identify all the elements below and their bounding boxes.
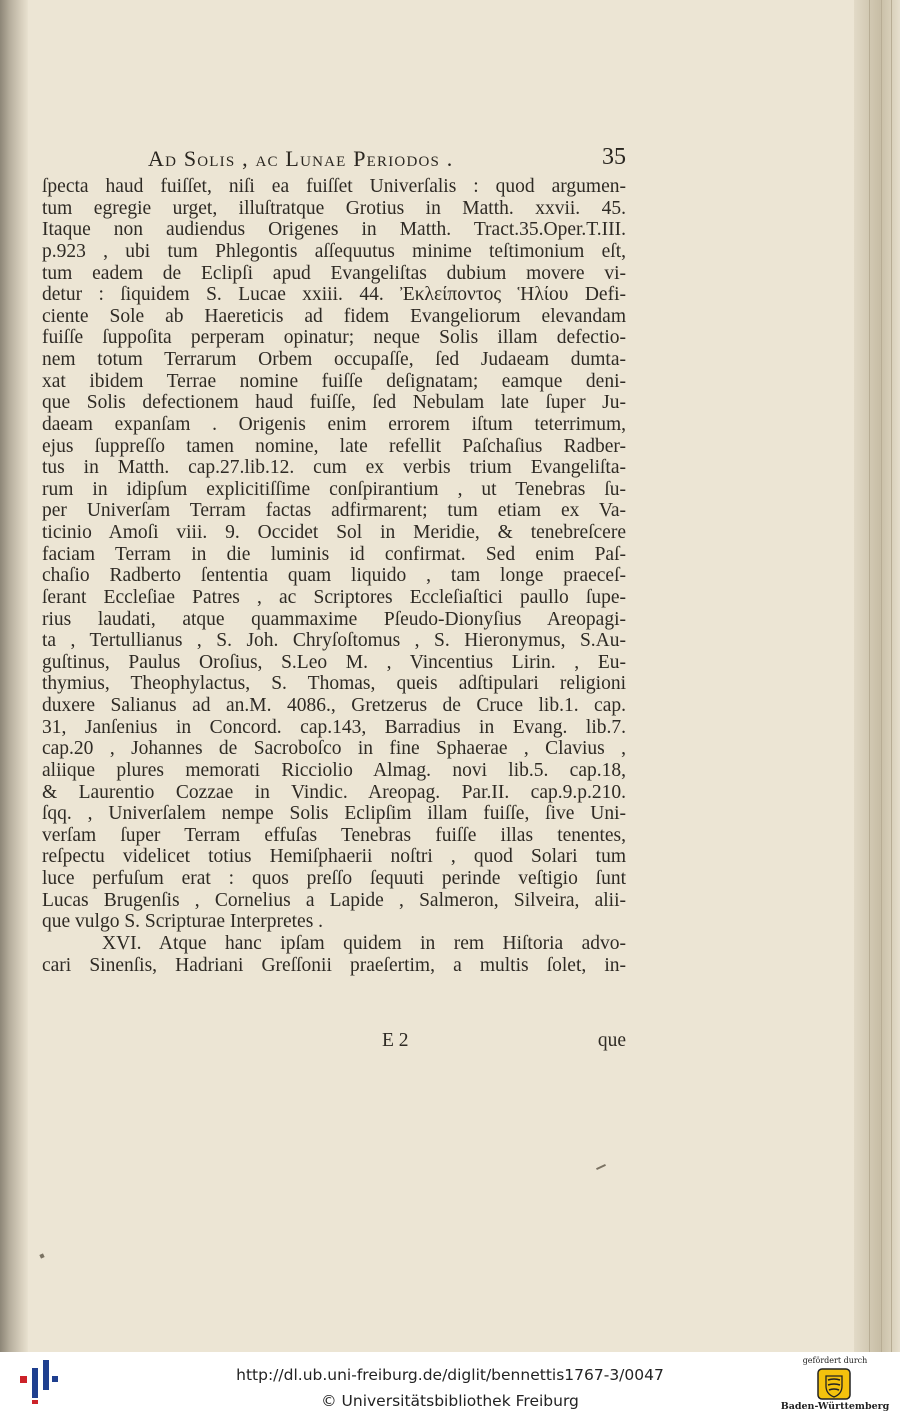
stray-ink-mark: [596, 1164, 606, 1170]
text-line: detur : ſiquidem S. Lucae xxiii. 44. Ἐκλείποντος Ἡλίου Defi-: [42, 284, 626, 306]
page-header: [148, 146, 626, 174]
signature-mark: E 2: [382, 1030, 409, 1051]
viewer-footer: [0, 1352, 900, 1416]
footer-url[interactable]: http://dl.ub.uni-freiburg.de/diglit/bennettis1767-3/0047: [236, 1366, 664, 1384]
text-line: fuiſſe ſuppoſita perperam opinatur; neque Solis illam defectio-: [42, 327, 626, 349]
sponsor-block: [780, 1356, 890, 1414]
text-line: faciam Terram in die luminis id confirmat. Sed enim Paſ-: [42, 543, 626, 565]
text-line: 31, Janſenius in Concord. cap.143, Barradius in Evang. lib.7.: [42, 716, 626, 738]
text-line: chaſio Radberto ſententia quam liquido , tam longe praeceſ-: [42, 565, 626, 587]
text-line: tus in Matth. cap.27.lib.12. cum ex verbis trium Evangeliſta-: [42, 457, 626, 479]
text-line: que Solis defectionem haud fuiſſe, ſed Nebulam late ſuper Ju-: [42, 392, 626, 414]
text-line: ſpecta haud fuiſſet, niſi ea fuiſſet Univerſalis : quod argumen-: [42, 176, 626, 197]
fore-edge-line: [881, 0, 882, 1352]
fore-edge-line: [869, 0, 870, 1352]
text-line: luce perfuſum erat : quos preſſo ſequuti perinde veſtigio ſunt: [42, 868, 626, 889]
stray-ink-mark: [39, 1253, 44, 1258]
fore-edge-line: [891, 0, 892, 1352]
sponsor-caption: gefördert durch: [802, 1356, 868, 1365]
text-line: & Laurentio Cozzae in Vindic. Areopag. Par.II. cap.9.p.210.: [42, 781, 626, 803]
text-line: ciente Sole ab Haereticis ad fidem Evangeliorum elevandam: [42, 305, 626, 327]
text-line: tum eadem de Eclipſi apud Evangeliſtas dubium movere vi-: [42, 262, 626, 284]
text-line: verſam ſuper Terram effuſas Tenebras fuiſſe illas tenentes,: [42, 824, 626, 846]
text-line: ejus ſuppreſſo tamen nomine, late refellit Paſchaſius Radber-: [42, 435, 626, 457]
text-line: thymius, Theophylactus, S. Thomas, queis adſtipulari religioni: [42, 673, 626, 695]
sponsor-name: Baden-Württemberg: [780, 1401, 890, 1412]
text-line: per Univerſam Terram factas adfirmarent; tum etiam ex Va-: [42, 500, 626, 522]
text-line: daeam expanſam . Origenis enim errorem iſtum teterrimum,: [42, 413, 626, 435]
running-head: Ad Solis , ac Lunae Periodos .: [148, 146, 454, 171]
catchword: que: [597, 1030, 626, 1051]
text-line: rum in idipſum explicitiſſime conſpirantium , ut Tenebras ſu-: [42, 478, 626, 500]
text-line: guſtinus, Paulus Oroſius, S.Leo M. , Vincentius Lirin. , Eu-: [42, 651, 626, 673]
text-line: nem totum Terrarum Orbem occupaſſe, ſed Judaeam dumta-: [42, 349, 626, 370]
text-line: xat ibidem Terrae nomine fuiſſe deſignatam; eamque deni-: [42, 370, 626, 392]
text-line: XVI. Atque hanc ipſam quidem in rem Hiſtoria advo-: [102, 932, 626, 954]
text-line: tum egregie urget, illuſtratque Grotius in Matth. xxvii. 45.: [42, 197, 626, 219]
text-line: Lucas Brugenſis , Cornelius a Lapide , Salmeron, Silveira, alii-: [42, 889, 626, 911]
text-line: reſpectu videlicet totius Hemiſphaerii noſtri , quod Solari tum: [42, 846, 626, 868]
text-line: duxere Salianus ad an.M. 4086., Gretzerus de Cruce lib.1. cap.: [42, 695, 626, 716]
text-line: aliique plures memorati Ricciolio Almag. novi lib.5. cap.18,: [42, 759, 626, 781]
body-text: [42, 176, 626, 976]
page-number: 35: [602, 144, 626, 170]
text-line: ta , Tertullianus , S. Joh. Chryſoſtomus , S. Hieronymus, S.Au-: [42, 630, 626, 652]
page-fore-edge: [854, 0, 900, 1352]
text-line: cari Sinenſis, Hadriani Greſſonii praeſertim, a multis ſolet, in-: [42, 954, 626, 976]
text-line: ticinio Amoſi viii. 9. Occidet Sol in Meridie, & tenebreſcere: [42, 522, 626, 543]
text-line: que vulgo S. Scripturae Interpretes .: [42, 911, 324, 933]
text-line: rius laudati, atque quammaxime Pſeudo-Dionyſius Areopagi-: [42, 608, 626, 630]
book-gutter: [0, 0, 28, 1352]
text-line: cap.20 , Johannes de Sacroboſco in fine Sphaerae , Clavius ,: [42, 738, 626, 760]
signature-line: [42, 1030, 626, 1054]
baden-wuerttemberg-crest-icon: [817, 1368, 851, 1400]
text-line: ſqq. , Univerſalem nempe Solis Eclipſim illam fuiſſe, ſive Uni-: [42, 803, 626, 825]
text-line: Itaque non audiendus Origenes in Matth. Tract.35.Oper.T.III.: [42, 219, 626, 241]
text-line: p.923 , ubi tum Phlegontis aſſequutus minime teſtimonium eſt,: [42, 240, 626, 262]
text-line: ſerant Eccleſiae Patres , ac Scriptores Eccleſiaſtici paullo ſupe-: [42, 586, 626, 608]
footer-copyright: © Universitätsbibliothek Freiburg: [321, 1392, 579, 1410]
